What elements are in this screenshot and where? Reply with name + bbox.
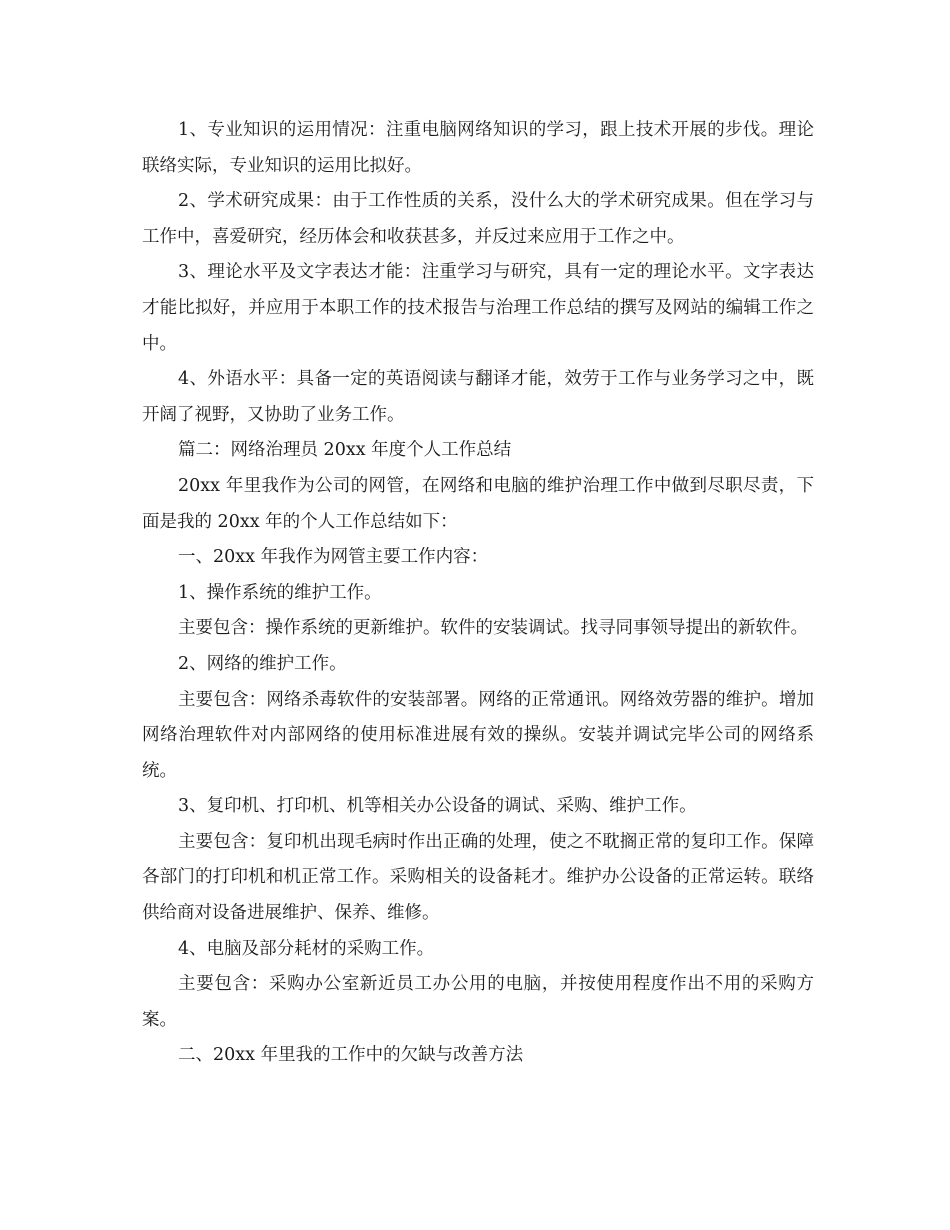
paragraph-purchasing-detail: 主要包含：采购办公室新近员工办公用的电脑，并按使用程度作出不用的采购方案。 [142, 974, 814, 1030]
item-purchasing: 4、电脑及部分耗材的采购工作。 [178, 938, 435, 959]
item-network-maintenance: 2、网络的维护工作。 [178, 653, 347, 674]
item-office-equipment: 3、复印机、打印机、机等相关办公设备的调试、采购、维护工作。 [178, 796, 697, 817]
heading-shortcomings: 二、20xx 年里我的工作中的欠缺与改善方法 [178, 1045, 524, 1066]
document-page [142, 113, 814, 1074]
paragraph-skill-usage: 1、专业知识的运用情况：注重电脑网络知识的学习，跟上技术开展的步伐。理论联络实际，专业知识的运用比拟好。 [142, 120, 814, 176]
paragraph-intro: 20xx 年里我作为公司的网管，在网络和电脑的维护治理工作中做到尽职尽责，下面是我的 20xx 年的个人工作总结如下： [142, 475, 814, 532]
paragraph-writing: 3、理论水平及文字表达才能：注重学习与研究，具有一定的理论水平。文字表达才能比拟好，并应用于本职工作的技术报告与治理工作总结的撰写及网站的编辑工作之中。 [142, 262, 814, 354]
section-title-part-two: 篇二：网络治理员 20xx 年度个人工作总结 [178, 440, 512, 461]
paragraph-research: 2、学术研究成果：由于工作性质的关系，没什么大的学术研究成果。但在学习与工作中，喜爱研究，经历体会和收获甚多，并反过来应用于工作之中。 [142, 191, 814, 247]
paragraph-network-detail: 主要包含：网络杀毒软件的安装部署。网络的正常通讯。网络效劳器的维护。增加网络治理软件对内部网络的使用标准进展有效的操纵。安装并调试完毕公司的网络系统。 [142, 689, 814, 781]
item-os-maintenance: 1、操作系统的维护工作。 [178, 582, 382, 603]
paragraph-language: 4、外语水平：具备一定的英语阅读与翻译才能，效劳于工作与业务学习之中，既开阔了视野，又协助了业务工作。 [142, 369, 814, 425]
heading-main-work: 一、20xx 年我作为网管主要工作内容： [178, 547, 489, 568]
paragraph-equipment-detail: 主要包含：复印机出现毛病时作出正确的处理，使之不耽搁正常的复印工作。保障各部门的打印机和机正常工作。采购相关的设备耗才。维护办公设备的正常运转。联络供给商对设备进展维护、保养、维修。 [142, 831, 814, 924]
paragraph-os-detail: 主要包含：操作系统的更新维护。软件的安装调试。找寻同事领导提出的新软件。 [178, 618, 808, 639]
